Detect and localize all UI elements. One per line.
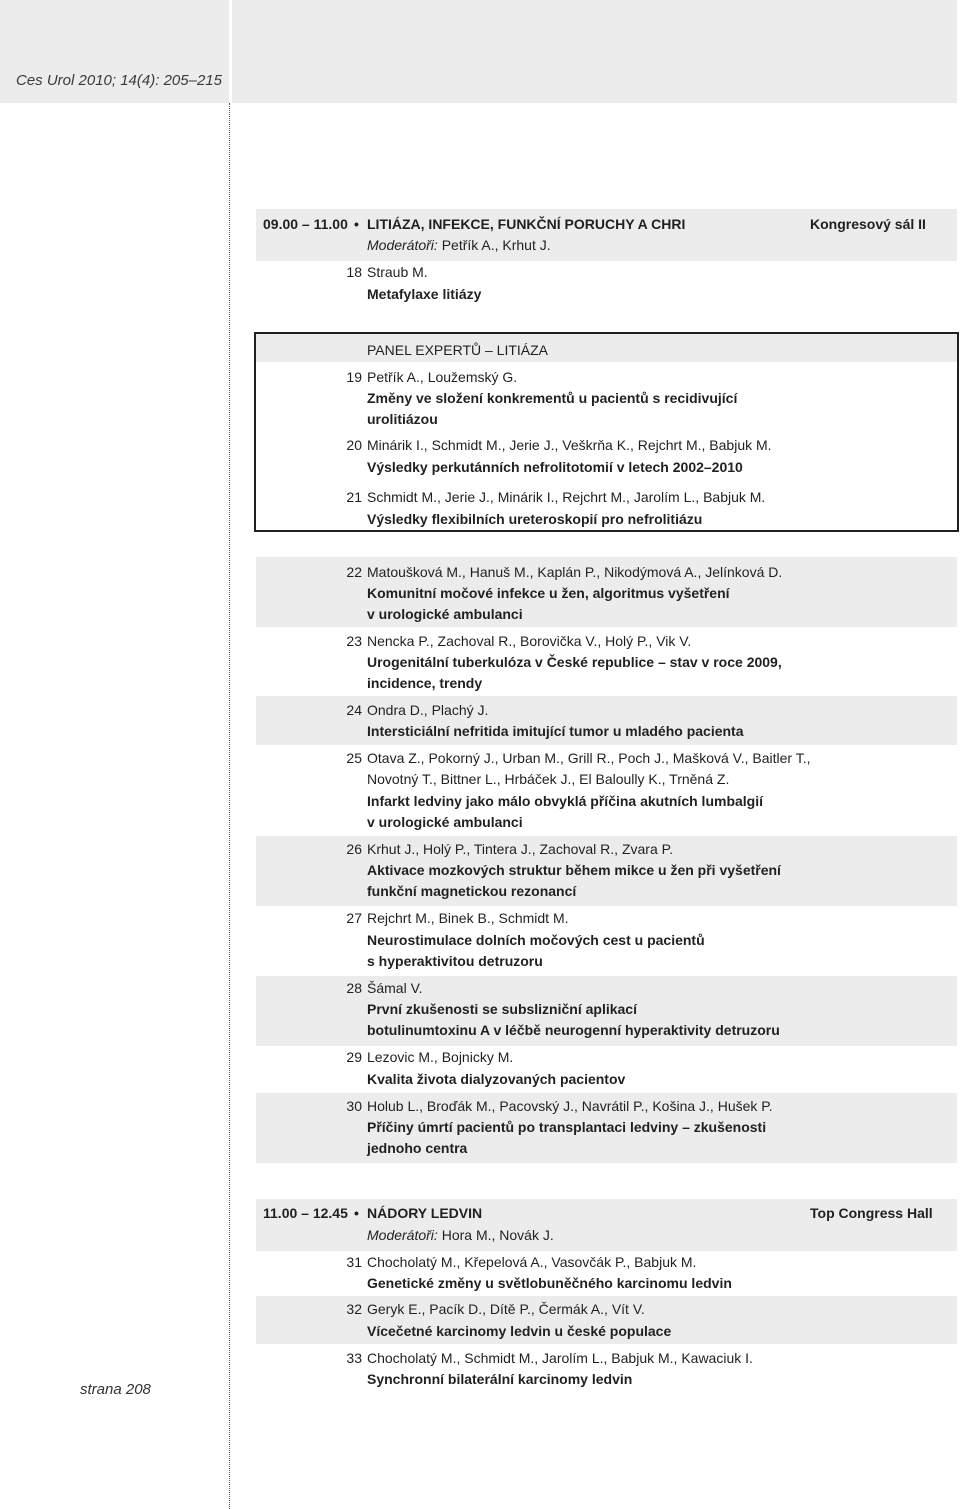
talk-number: 29	[346, 1049, 362, 1065]
session-2-title: NÁDORY LEDVIN	[367, 1205, 483, 1221]
talk-authors: Chocholatý M., Křepelová A., Vasovčák P., Babjuk M.	[367, 1254, 697, 1270]
talk-authors: Matoušková M., Hanuš M., Kaplán P., Nikodýmová A., Jelínková D.	[367, 564, 783, 580]
talk-title: incidence, trendy	[367, 675, 483, 691]
session-1-time: 09.00 – 11.00	[263, 216, 348, 232]
talk-title: s hyperaktivitou detruzoru	[367, 953, 543, 969]
talk-authors: Ondra D., Plachý J.	[367, 702, 489, 718]
talk-number: 24	[346, 702, 362, 718]
talk-number: 32	[346, 1301, 362, 1317]
talk-authors: Krhut J., Holý P., Tintera J., Zachoval R., Zvara P.	[367, 841, 674, 857]
talk-title: Infarkt ledviny jako málo obvyklá příčina akutních lumbalgií	[367, 793, 763, 809]
moderators-label: Moderátoři:	[367, 1227, 438, 1243]
talk-number: 25	[346, 750, 362, 766]
talk-title: Výsledky flexibilních ureteroskopií pro nefrolitiázu	[367, 511, 703, 527]
talk-title: Vícečetné karcinomy ledvin u české populace	[367, 1323, 672, 1339]
header-band-right	[232, 0, 957, 103]
talk-title: v urologické ambulanci	[367, 606, 523, 622]
talk-title: Synchronní bilaterální karcinomy ledvin	[367, 1371, 633, 1387]
talk-title: Příčiny úmrtí pacientů po transplantaci ledviny – zkušenosti	[367, 1119, 767, 1135]
talk-title: Výsledky perkutánních nefrolitotomií v letech 2002–2010	[367, 459, 743, 475]
session-1-bullet: •	[354, 216, 359, 232]
talk-title: Kvalita života dialyzovaných pacientov	[367, 1071, 626, 1087]
journal-citation: Ces Urol 2010; 14(4): 205–215	[16, 72, 222, 89]
talk-authors: Geryk E., Pacík D., Dítě P., Čermák A., Vít V.	[367, 1301, 645, 1317]
session-1-title: LITIÁZA, INFEKCE, FUNKČNÍ PORUCHY A CHRI	[367, 216, 686, 232]
talk-title: Urogenitální tuberkulóza v České republice – stav v roce 2009,	[367, 654, 782, 670]
talk-number: 33	[346, 1350, 362, 1366]
talk-authors: Nencka P., Zachoval R., Borovička V., Holý P., Vik V.	[367, 633, 692, 649]
talk-title: Změny ve složení konkrementů u pacientů s recidivující	[367, 390, 738, 406]
talk-authors: Schmidt M., Jerie J., Minárik I., Rejchrt M., Jarolím L., Babjuk M.	[367, 489, 766, 505]
talk-title: Aktivace mozkových struktur během mikce u žen při vyšetření	[367, 862, 781, 878]
session-2-room: Top Congress Hall	[810, 1205, 933, 1221]
talk-title: v urologické ambulanci	[367, 814, 523, 830]
talk-number: 20	[346, 437, 362, 453]
talk-number: 21	[346, 489, 362, 505]
talk-authors: Rejchrt M., Binek B., Schmidt M.	[367, 910, 569, 926]
talk-title: První zkušenosti se subslizniční aplikací	[367, 1001, 637, 1017]
moderators-label: Moderátoři:	[367, 237, 438, 253]
panel-title: PANEL EXPERTŮ – LITIÁZA	[367, 342, 549, 358]
talk-title: botulinumtoxinu A v léčbě neurogenní hyperaktivity detruzoru	[367, 1022, 780, 1038]
session-2-time: 11.00 – 12.45	[263, 1205, 348, 1221]
talk-number: 27	[346, 910, 362, 926]
talk-title: Intersticiální nefritida imitující tumor u mladého pacienta	[367, 723, 744, 739]
session-2-moderators	[367, 1225, 554, 1246]
talk-title: Neurostimulace dolních močových cest u pacientů	[367, 932, 705, 948]
talk-number: 26	[346, 841, 362, 857]
talk-title: funkční magnetickou rezonancí	[367, 883, 577, 899]
talk-number: 18	[346, 264, 362, 280]
talk-number: 31	[346, 1254, 362, 1270]
talk-title: jednoho centra	[367, 1140, 468, 1156]
session-2-bullet: •	[354, 1205, 359, 1221]
talk-number: 23	[346, 633, 362, 649]
talk-title: urolitiázou	[367, 411, 438, 427]
talk-title: Komunitní močové infekce u žen, algoritmus vyšetření	[367, 585, 730, 601]
talk-authors: Straub M.	[367, 264, 428, 280]
moderators-names: Petřík A., Krhut J.	[441, 237, 551, 253]
session-1-moderators	[367, 235, 551, 256]
session-1-room: Kongresový sál II	[810, 216, 926, 232]
talk-authors: Minárik I., Schmidt M., Jerie J., Veškrňa K., Rejchrt M., Babjuk M.	[367, 437, 772, 453]
talk-authors: Šámal V.	[367, 980, 423, 996]
talk-authors: Otava Z., Pokorný J., Urban M., Grill R., Poch J., Mašková V., Baitler T.,	[367, 750, 811, 766]
page-number: strana 208	[80, 1381, 151, 1398]
talk-title: Genetické změny u světlobuněčného karcinomu ledvin	[367, 1275, 732, 1291]
talk-number: 22	[346, 564, 362, 580]
moderators-names: Hora M., Novák J.	[441, 1227, 554, 1243]
talk-title: Metafylaxe litiázy	[367, 286, 482, 302]
talk-authors: Novotný T., Bittner L., Hrbáček J., El Baloully K., Trněná Z.	[367, 771, 730, 787]
talk-authors: Chocholatý M., Schmidt M., Jarolím L., Babjuk M., Kawaciuk I.	[367, 1350, 753, 1366]
talk-number: 19	[346, 369, 362, 385]
talk-authors: Lezovic M., Bojnicky M.	[367, 1049, 514, 1065]
talk-authors: Petřík A., Loužemský G.	[367, 369, 518, 385]
margin-dotted-rule	[229, 103, 230, 1509]
talk-authors: Holub L., Broďák M., Pacovský J., Navrátil P., Košina J., Hušek P.	[367, 1098, 773, 1114]
talk-number: 28	[346, 980, 362, 996]
talk-number: 30	[346, 1098, 362, 1114]
